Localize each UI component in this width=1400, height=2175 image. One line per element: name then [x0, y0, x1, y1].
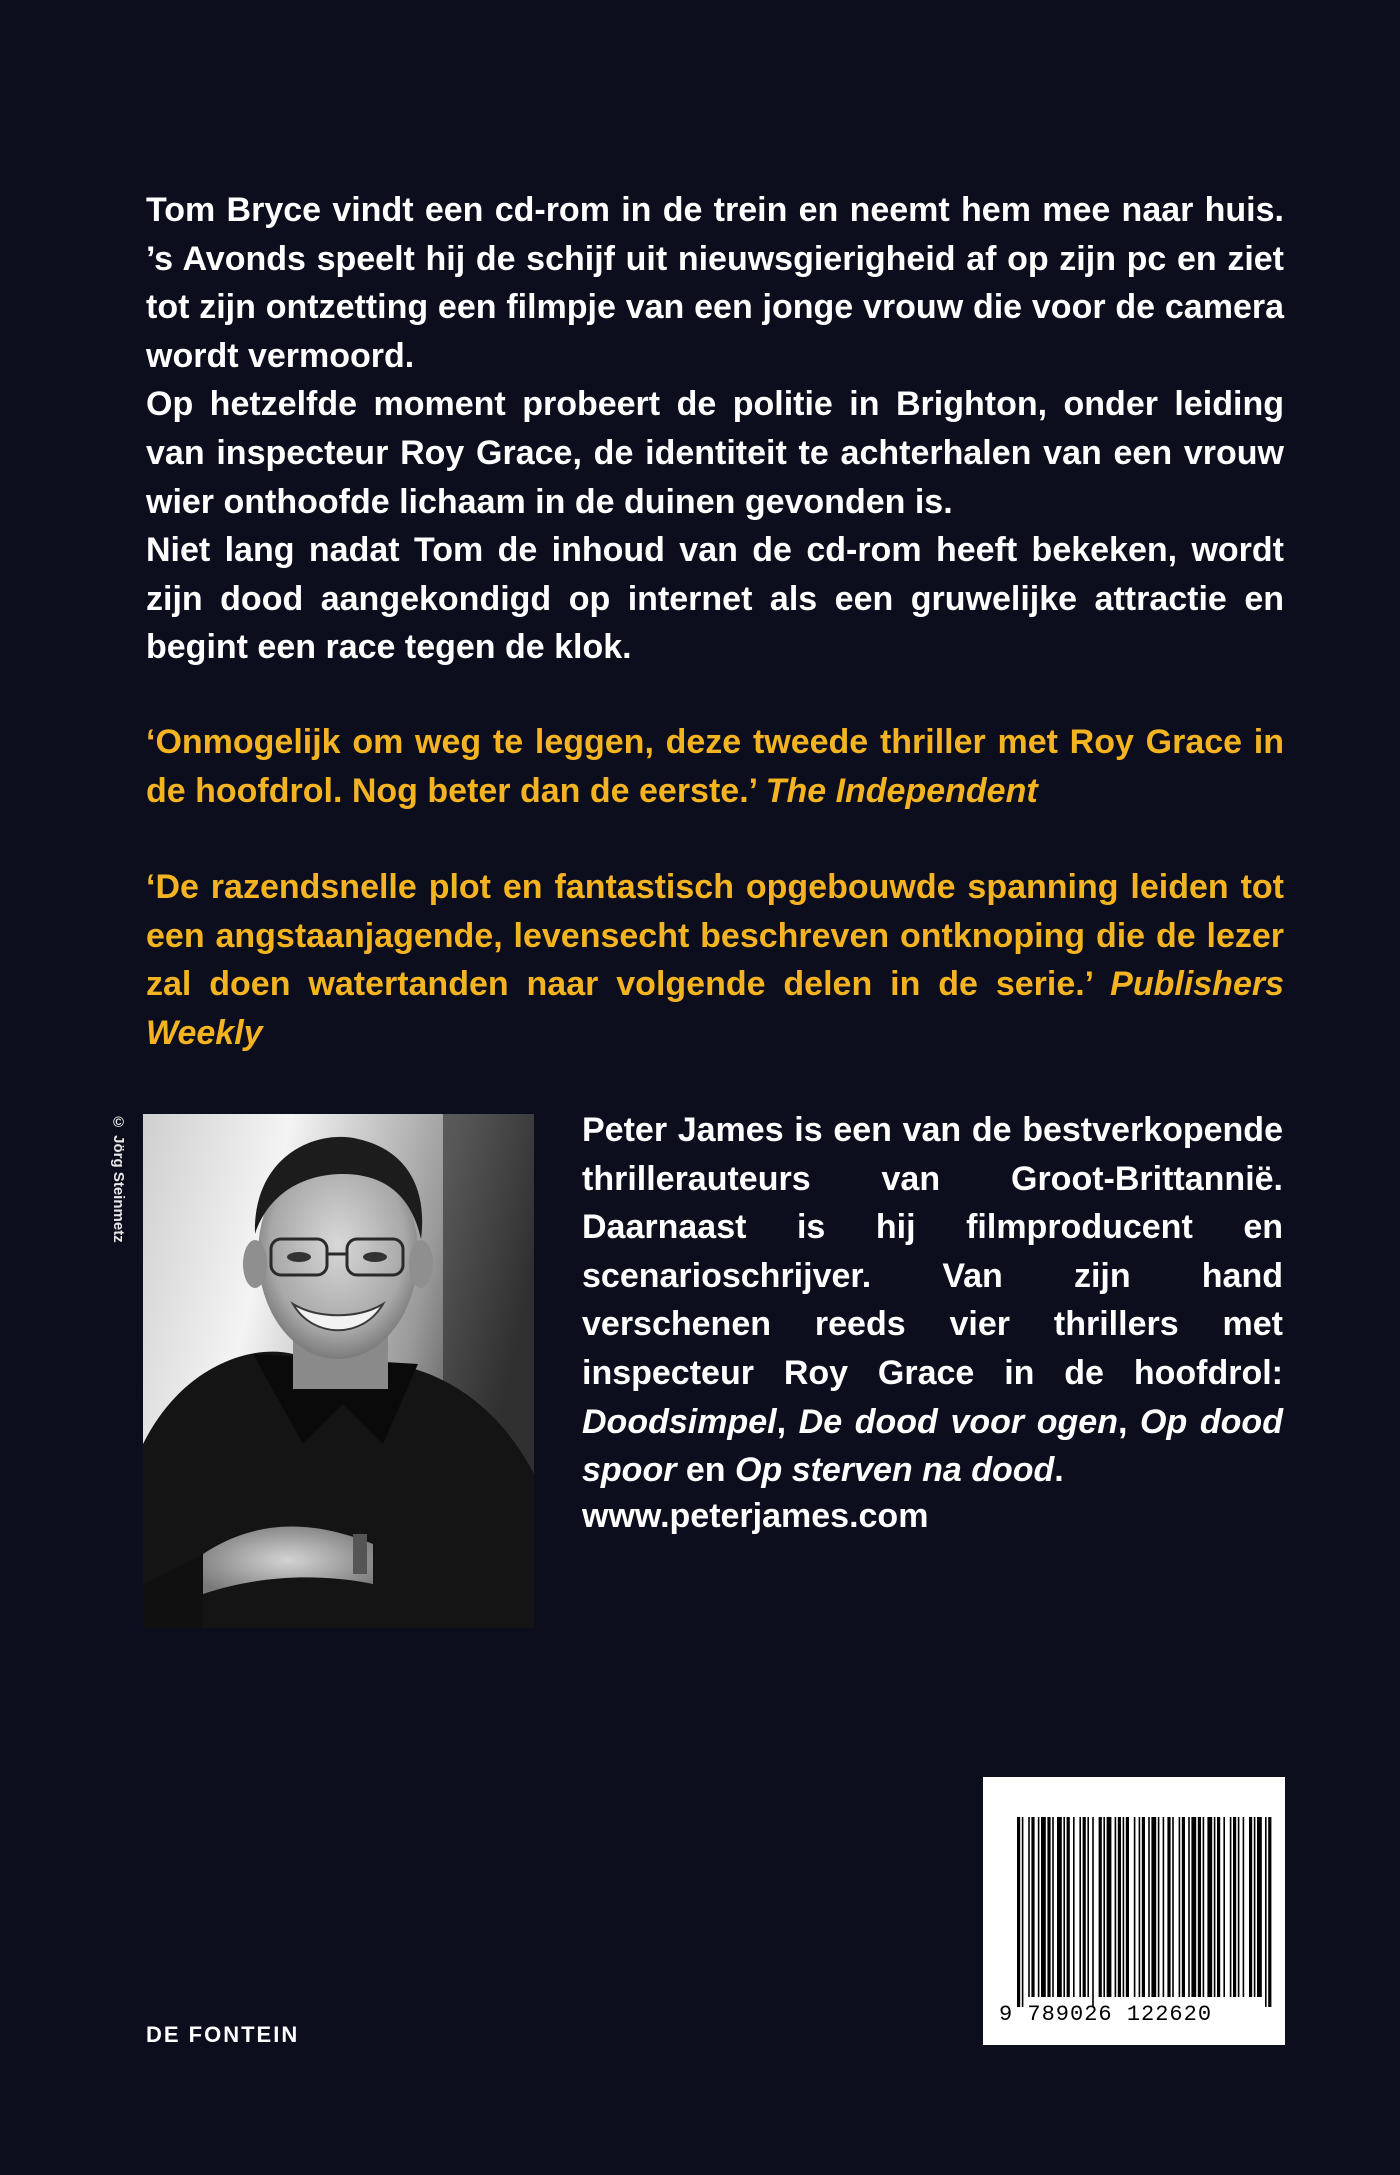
barcode-bar [1063, 1817, 1065, 1997]
book-title-3: Op dood spoor [582, 1402, 1283, 1490]
blurb-paragraph-3: Niet lang nadat Tom de inhoud van de cd-rom heeft bekeken, wordt zijn dood aangekondigd op internet als een gruwelijke attractie en begint een race tegen de klok. [146, 531, 1284, 667]
barcode-bar [1047, 1817, 1050, 1997]
barcode-bar [1057, 1817, 1062, 1997]
barcode-bar [1118, 1817, 1121, 1997]
barcode-bar [1230, 1817, 1232, 1997]
barcode-bar [1123, 1817, 1125, 1997]
barcode-bar [1158, 1817, 1160, 1997]
barcode-bar [1139, 1817, 1141, 1997]
blurb [146, 186, 1284, 672]
barcode-bar [1099, 1817, 1102, 1997]
barcode-bar [1167, 1817, 1170, 1997]
barcode-bar [1182, 1817, 1185, 1997]
barcode-bar [1268, 1817, 1271, 2007]
isbn-barcode [983, 1777, 1285, 2045]
barcode-bar [1203, 1817, 1205, 1997]
author-portrait-image [143, 1114, 534, 1628]
barcode-bar [1038, 1817, 1040, 1997]
barcode-bar [1115, 1817, 1117, 1997]
barcode-bar [1126, 1817, 1129, 1997]
blurb-paragraph-1: Tom Bryce vindt een cd-rom in de trein en neemt hem mee naar huis. ’s Avonds speelt hij de schijf uit nieuwsgierigheid af op zijn pc en ziet tot zijn ontzetting een filmpje van een jonge vrouw die voor de camera wordt vermoord. [146, 191, 1284, 375]
barcode-bar [1198, 1817, 1201, 1997]
barcode-bar [1207, 1817, 1212, 1997]
barcode-bar [1087, 1817, 1089, 1997]
barcode-bar [1079, 1817, 1081, 1997]
bio-intro: Peter James is een van de bestverkopende thrillerauteurs van Groot-Brittannië. Daarnaast is hij filmproducent en scenarioschrijver. Van zijn hand verschenen reeds vier thrillers met inspecteur Roy Grace in de hoofdrol: [582, 1111, 1283, 1392]
barcode-bar [1265, 1817, 1267, 2007]
barcode-bar [1214, 1817, 1216, 1997]
bio-separator-3: en [676, 1451, 736, 1490]
barcode-bar [1092, 1817, 1094, 2007]
author-bio [582, 1106, 1283, 1495]
barcode-bar [1017, 1817, 1020, 2007]
barcode-bar [1107, 1817, 1112, 1997]
review-quote-2-text: ‘De razendsnelle plot en fantastisch opgebouwde spanning leiden tot een angstaanjagende, levensecht beschreven ontknoping die de lezer zal doen watertanden naar volgende delen in de serie.’ [146, 868, 1284, 1004]
barcode-bar [1249, 1817, 1252, 1997]
bio-separator-1: , [776, 1402, 799, 1441]
review-quote-1-source: The Independent [765, 771, 1038, 810]
barcode-bar [1031, 1817, 1034, 1997]
barcode-bar [1254, 1817, 1256, 1997]
barcode-bar [1052, 1817, 1054, 1997]
barcode-bar [1022, 1817, 1024, 2007]
review-quote-1 [146, 718, 1284, 815]
publisher-name: DE FONTEIN [146, 2022, 300, 2047]
author-photo [143, 1114, 534, 1628]
barcode-bar [1172, 1817, 1174, 1997]
book-title-1: Doodsimpel [582, 1402, 777, 1441]
isbn-number: 9 789026 122620 [999, 2002, 1213, 2027]
barcode-bar [1041, 1817, 1046, 1997]
barcode-bar [1083, 1817, 1086, 1997]
barcode-bar [1134, 1817, 1136, 1997]
barcode-bar [1028, 1817, 1030, 1997]
barcode-bar [1179, 1817, 1181, 1997]
review-quote-2-source: Publishers Weekly [146, 965, 1284, 1052]
barcode-bar [1163, 1817, 1165, 1997]
photo-credit-text: © Jörg Steinmetz [110, 1114, 127, 1243]
photo-credit [110, 1114, 132, 1354]
barcode-bar [1067, 1817, 1070, 1997]
barcode-bar [1188, 1817, 1190, 1997]
bio-end: . [1054, 1451, 1064, 1490]
barcode-bar [1217, 1817, 1220, 1997]
barcode-bar [1191, 1817, 1196, 1997]
blurb-paragraph-2: Op hetzelfde moment probeert de politie in Brighton, onder leiding van inspecteur Roy Grace, de identiteit te achterhalen van een vrouw wier onthoofde lichaam in de duinen gevonden is. [146, 385, 1284, 521]
barcode-bar [1142, 1817, 1145, 1997]
book-title-4: Op sterven na dood [735, 1451, 1055, 1490]
barcode-bar [1073, 1817, 1075, 1997]
barcode-bar [1148, 1817, 1150, 1997]
barcode-bar [1257, 1817, 1262, 1997]
barcode-bar [1233, 1817, 1236, 1997]
author-website: www.peterjames.com [582, 1497, 929, 1535]
barcode-bar [1243, 1817, 1245, 1997]
barcode-bar [1223, 1817, 1225, 1997]
review-quote-2 [146, 863, 1284, 1057]
barcode-bar [1103, 1817, 1105, 1997]
book-title-2: De dood voor ogen [798, 1402, 1118, 1441]
bio-separator-2: , [1117, 1402, 1141, 1441]
barcode-bar [1238, 1817, 1240, 1997]
barcode-bar [1151, 1817, 1156, 1997]
review-quote-1-text: ‘Onmogelijk om weg te leggen, deze tweede thriller met Roy Grace in de hoofdrol. Nog beter dan de eerste.’ [146, 723, 1284, 810]
